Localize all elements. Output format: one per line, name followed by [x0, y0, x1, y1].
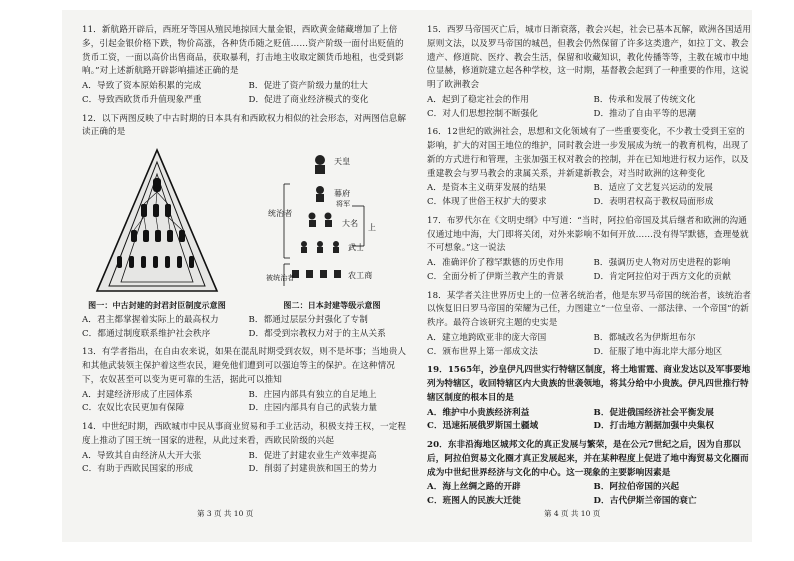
option-d[interactable]: D．推动了自由平等的思潮 — [593, 108, 697, 119]
question-stem: 13．有学者指出，在自由农来说，如果在混乱时期受到农奴，则不是坏事；当地贵人和其他武装领主保护着这些农民，避免他们遭到可以强迫等主的保护。在这种情况下，农奴甚至可以变为更可靠的生活，据此可以推知 — [82, 347, 407, 385]
option-b[interactable]: B．促进了封建农业生产效率提高 — [248, 450, 377, 461]
options — [82, 389, 407, 417]
label-emperor: 天皇 — [334, 157, 351, 166]
option-d[interactable]: D．表明君权高于教权局面形成 — [593, 197, 714, 207]
option-a[interactable]: A．君主都掌握着实际上的最高权力 — [82, 314, 219, 325]
option-a[interactable]: A．导致了资本原始积累的完成 — [82, 81, 202, 91]
page-number-left: 第 3 页 共 10 页 — [197, 509, 254, 518]
question-stem: 19．1565年，沙皇伊凡四世实行特辖区制度，将土地雷霆、商业发达以及军事要地列为特辖区，收回特辖区内大贵族的世袭领地，将其分给中小贵族。伊凡四世推行特辖区制度的根本目的是 — [427, 365, 751, 403]
options — [427, 332, 752, 360]
option-d[interactable]: D．古代伊斯兰帝国的衰亡 — [593, 496, 697, 506]
label-rulers: 统治者 — [268, 209, 293, 218]
options — [82, 80, 407, 108]
figures — [82, 146, 407, 312]
option-d[interactable]: D．都受到宗教权力对于的主从关系 — [248, 328, 386, 339]
question-stem: 18．某学者关注世界历史上的一位著名统治者，他是东罗马帝国的统治者，该统治者以恢复旧日罗马帝国的荣耀为己任，力图建立“一位皇帝、一部法律、一个帝国”的新秩序。最符合该研究主题的史实是 — [427, 290, 752, 328]
option-b[interactable]: B．都通过层层分封强化了专制 — [248, 314, 368, 325]
options — [427, 182, 752, 210]
question-13 — [82, 346, 407, 416]
option-a[interactable]: A．封建经济形成了庄园体系 — [82, 389, 193, 400]
left-column — [82, 24, 407, 482]
question-15 — [427, 24, 752, 121]
label-shogun: 将军 — [336, 200, 351, 208]
option-a[interactable]: A．维护中小贵族经济利益 — [427, 407, 530, 418]
question-stem: 15．西罗马帝国灭亡后，城市日渐衰落，教会兴起，社会已基本瓦解，欧洲各国适用原则文法，以及罗马帝国的城邑，但教会仍然保留了许多这类遗产，如拉丁文、教会遗产、修道院、医疗、教会生活，保留和收藏知识，教化传播等等，主教在城市中地位显赫，修道院建立起各种学校，这一时期，基督教会起到了一种重要的作用，这说明了欧洲教会 — [427, 25, 752, 90]
option-b[interactable]: B．促进俄国经济社会平衡发展 — [593, 407, 714, 418]
figure-1-caption: 图一：中古封建的封君封臣制度示意图 — [88, 300, 226, 310]
option-b[interactable]: B．庄园内部具有独立的自足地上 — [248, 389, 377, 400]
figure-1 — [82, 146, 232, 312]
page-number-right: 第 4 页 共 10 页 — [544, 509, 601, 518]
option-d[interactable]: D．削弱了封建贵族和国王的势力 — [248, 464, 378, 475]
option-b[interactable]: B．传承和发展了传统文化 — [593, 94, 696, 105]
question-17 — [427, 215, 752, 285]
question-stem: 12．以下两图反映了中古时期的日本具有和西欧权力相似的社会形态，对两图信息解读正确的是 — [82, 113, 407, 138]
label-daimyo: 大名 — [342, 219, 359, 228]
question-stem: 16．12世纪的欧洲社会，思想和文化领域有了一些重要变化，不少教士受到王室的影响，扩大的对国王地位的维护，同时教会进一步发展成为统一的教育机构，出现了新的方式进行和管理，主张加强王权对教会的控制，并在已知地进行权力运作，以及重建教会与罗马教会的隶属关系，并新建新教会，对当时欧洲的这种变化 — [427, 127, 749, 179]
label-ruled: 被统治者 — [266, 274, 295, 282]
option-d[interactable]: D．打击地方割据加强中央集权 — [593, 421, 715, 432]
label-shogunate: 幕府 — [334, 189, 351, 198]
option-c[interactable]: C．体现了世俗王权扩大的要求 — [427, 197, 547, 207]
figure-2-caption: 图二：日本封建等级示意图 — [283, 300, 381, 310]
question-11 — [82, 24, 407, 108]
question-18 — [427, 290, 752, 360]
question-16 — [427, 126, 752, 210]
option-c[interactable]: C．农奴比农民更加有保障 — [82, 403, 185, 414]
options — [427, 94, 752, 122]
japan-hierarchy-figure — [262, 146, 402, 296]
right-column — [427, 24, 752, 514]
option-a[interactable]: A．海上丝绸之路的开辟 — [427, 482, 521, 493]
question-20 — [427, 439, 752, 509]
option-b[interactable]: B．促进了资产阶级力量的壮大 — [248, 81, 368, 91]
options — [427, 257, 752, 285]
options — [427, 407, 752, 435]
question-stem: 17．布罗代尔在《文明史纲》中写道：“当时，阿拉伯帝国及其后继者和欧洲的沟通仅通过地中海，大门即将关闭，对外来影响不如何开放……没有得罕默德，查理曼就不可想象。”这一说法 — [427, 215, 749, 254]
options — [427, 481, 752, 509]
option-c[interactable]: C．颁布世界上第一部成文法 — [427, 346, 539, 357]
option-b[interactable]: B．适应了文艺复兴运动的发展 — [593, 183, 713, 194]
option-c[interactable]: C．对人们思想控制不断强化 — [427, 108, 539, 119]
figure-2 — [257, 146, 407, 312]
exam-sheet — [62, 10, 752, 542]
question-12 — [82, 113, 407, 342]
feudal-hierarchy-figure — [87, 146, 227, 296]
option-d[interactable]: D．促进了商业经济模式的变化 — [248, 94, 369, 105]
question-stem: 11．新航路开辟后，西班牙等国从殖民地掠回大量金银，西欧黄金储藏增加了上倍多，引起金银价格下跌，物价高涨，各种货币随之贬值……资产阶级一面付出贬值的货币工资，一面以高价出售商品，获取暴利，打击地主收取定额货币地租，也受到影响。”对上述新航路开辟影响描述正确的是 — [82, 25, 404, 77]
option-b[interactable]: B．阿拉伯帝国的兴起 — [593, 482, 680, 493]
option-a[interactable]: A．建立地跨欧亚非的庞大帝国 — [427, 332, 547, 343]
label-samurai: 武士 — [348, 243, 365, 252]
option-a[interactable]: A．起到了稳定社会的作用 — [427, 94, 529, 105]
question-stem: 14．中世纪时期，西欧城市中民从事商业贸易和手工业活动，积极支持王权，一定程度上推动了国王统一国家的进程，从此过来看，西欧民阶级的兴起 — [82, 422, 407, 446]
option-c[interactable]: C．有助于西欧民国家的形成 — [82, 464, 194, 475]
label-commoners: 农工商 — [348, 271, 373, 280]
option-a[interactable]: A．准确评价了穆罕默德的历史作用 — [427, 258, 564, 268]
option-c[interactable]: C．都通过制度联系维护社会秩序 — [82, 328, 211, 339]
question-19 — [427, 364, 752, 434]
option-c[interactable]: C．导致西欧货币升值现象严重 — [82, 94, 202, 105]
option-c[interactable]: C．迅速拓展俄罗斯国土疆域 — [427, 421, 539, 432]
option-d[interactable]: D．征服了地中海北岸大部分地区 — [593, 346, 723, 357]
option-c[interactable]: C．全面分析了伊斯兰教产生的背景 — [427, 271, 565, 282]
label-up: 上 — [368, 223, 377, 232]
options — [82, 450, 407, 478]
question-14 — [82, 421, 407, 477]
option-a[interactable]: A．导致其自由经济从大开大张 — [82, 450, 202, 461]
option-a[interactable]: A．是资本主义萌芽发展的结果 — [427, 183, 547, 194]
question-stem: 20．东非沿海地区城邦文化的真正发展与繁荣，是在公元7世纪之后，因为自那以后，阿拉伯贸易文化圈才真正发展起来，并在某种程度上促进了地中海贸易文化圈而成为中世纪世界经济与文化的中心。这一现象的主要影响因素是 — [427, 440, 749, 478]
option-c[interactable]: C．班图人的民族大迁徙 — [427, 496, 521, 506]
option-d[interactable]: D．庄园内部具有自己的武装力量 — [248, 403, 378, 414]
option-d[interactable]: D．肯定阿拉伯对于西方文化的贡献 — [593, 271, 731, 282]
option-b[interactable]: B．都城改名为伊斯坦布尔 — [593, 332, 696, 343]
options — [82, 314, 407, 342]
option-b[interactable]: B．强调历史人物对历史进程的影响 — [593, 258, 731, 268]
